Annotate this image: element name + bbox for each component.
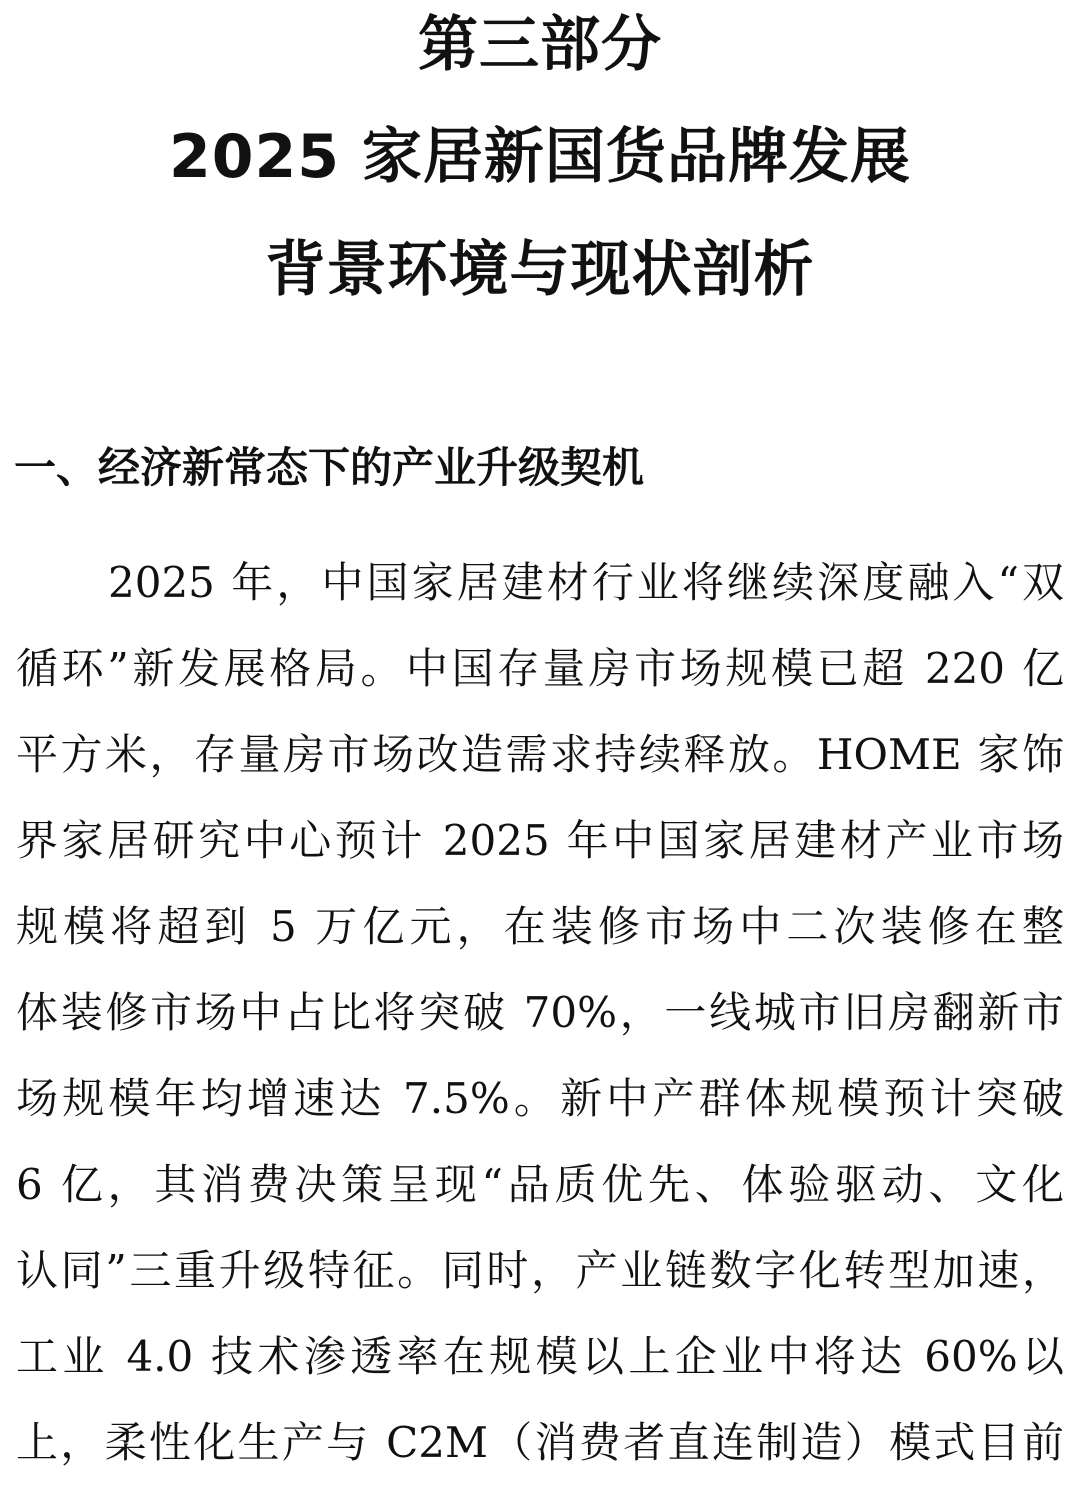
paragraph-line: 体装修市场中占比将突破 70%，一线城市旧房翻新市 xyxy=(16,988,1064,1037)
paragraph-line: 上，柔性化生产与 C2M（消费者直连制造）模式目前 xyxy=(16,1418,1064,1467)
paragraph-line: 工业 4.0 技术渗透率在规模以上企业中将达 60%以 xyxy=(16,1332,1064,1381)
paragraph-line: 平方米，存量房市场改造需求持续释放。HOME 家饰 xyxy=(16,730,1064,779)
title-line-main: 2025 家居新国货品牌发展 xyxy=(169,122,911,192)
paragraph-line: 6 亿，其消费决策呈现“品质优先、体验驱动、文化 xyxy=(16,1160,1064,1209)
paragraph-line: 循环”新发展格局。中国存量房市场规模已超 220 亿 xyxy=(16,644,1064,693)
paragraph-line: 场规模年均增速达 7.5%。新中产群体规模预计突破 xyxy=(16,1074,1064,1123)
paragraph-line: 界家居研究中心预计 2025 年中国家居建材产业市场 xyxy=(16,816,1064,865)
title-line-part: 第三部分 xyxy=(418,10,662,80)
paragraph-line: 认同”三重升级特征。同时，产业链数字化转型加速， xyxy=(16,1246,1064,1295)
paragraph-line: 规模将超到 5 万亿元，在装修市场中二次装修在整 xyxy=(16,902,1064,951)
title-line-sub: 背景环境与现状剖析 xyxy=(265,235,815,305)
body-paragraph xyxy=(0,548,1080,1494)
paragraph-line: 2025 年，中国家居建材行业将继续深度融入“双 xyxy=(108,558,1064,607)
section-heading: 一、经济新常态下的产业升级契机 xyxy=(14,443,645,492)
